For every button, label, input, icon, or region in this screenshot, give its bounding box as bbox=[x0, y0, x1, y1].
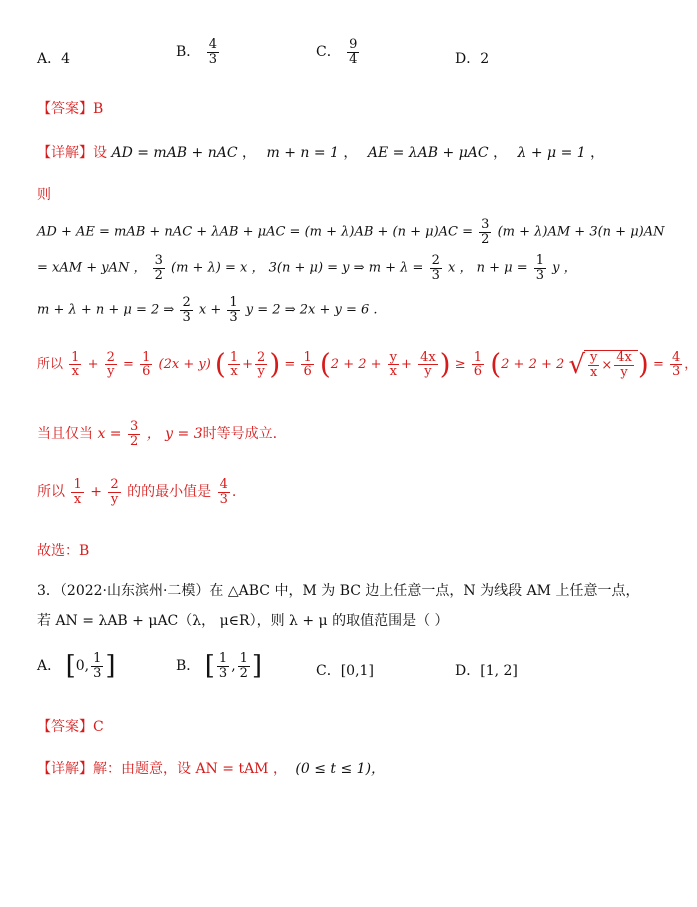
inequality-line: 所以 $\frac{1}{x}$ + $\frac{2}{y}$ = $\frac{1}{6}$ (2x + y) ( $\frac{1}{x}$ + $\frac{2}{y}$ ) = $\frac{1}{6}$ (2 + 2 + $\frac{y}{x}$ + $\frac{4x}{y}$ ) ≥ $\frac{1}{6}$ (2 + 2 + 2 √ $\frac{y}{x}$ × $\frac{4x}{y}$ ) = $\frac{4}{3}$ ， bbox=[37, 347, 697, 381]
detail-line-4: m + λ + n + μ = 2 ⇒ $\frac{2}{3}$ x + $\frac{1}{3}$ y = 2 ⇒ 2x + y = 6 . bbox=[37, 295, 378, 325]
detail-line-1: 【详解】设 AD = mAB + nAC ， m + n = 1 ， AE = λAB + μAC ， λ + μ = 1 ， bbox=[37, 145, 605, 161]
minimum-line: 所以 $\frac{1}{x}$ + $\frac{2}{y}$ 的的最小值是 $\frac{4}{3}$ . bbox=[37, 477, 237, 507]
q3-detail-line: 【详解】解：由题意，设 AN = tAM ， (0 ≤ t ≤ 1)， bbox=[37, 761, 386, 777]
detail-line-3: = xAM + yAN ， $\frac{3}{2}$ (m + λ) = x ， 3(n + μ) = y ⇒ m + λ = $\frac{2}{3}$ x ， n + μ = $\frac{1}{3}$ y ， bbox=[37, 253, 577, 283]
choice-line: 故选：B bbox=[37, 543, 90, 559]
detail-line-2: AD + AE = mAB + nAC + λAB + μAC = (m + λ)AB + (n + μ)AC = $\frac{3}{2}$ (m + λ)AM + 3(n + μ)AN bbox=[37, 217, 665, 247]
q3-answer-line: 【答案】C bbox=[37, 719, 104, 735]
option-d: D．2 bbox=[455, 51, 490, 67]
q3-option-b: B． [ $\frac{1}{3}$ , $\frac{1}{2}$ ] bbox=[176, 651, 263, 682]
q3-option-d: D．[1, 2] bbox=[455, 663, 518, 679]
option-c: C． $\frac{9}{4}$ bbox=[316, 37, 358, 67]
q3-option-c: C．[0,1] bbox=[316, 663, 374, 679]
then-label: 则 bbox=[37, 187, 51, 203]
q3-line-1: 3．（2022·山东滨州·二模）在 △ABC 中，M 为 BC 边上任意一点，N 为线段 AM 上任意一点， bbox=[37, 583, 640, 599]
option-b: B． $\frac{4}{3}$ bbox=[176, 37, 218, 67]
option-a: A．4 bbox=[37, 51, 71, 67]
square-root: √ $\frac{y}{x}$ × $\frac{4x}{y}$ bbox=[568, 350, 637, 379]
equality-condition: 当且仅当 x = $\frac{3}{2}$ ， y = 3时等号成立. bbox=[37, 419, 278, 449]
q3-line-2: 若 AN = λAB + μAC（λ， μ∈R），则 λ + μ 的取值范围是（ ） bbox=[37, 613, 449, 629]
q3-option-a: A． [0, $\frac{1}{3}$ ] bbox=[37, 651, 116, 682]
answer-line: 【答案】B bbox=[37, 101, 104, 117]
